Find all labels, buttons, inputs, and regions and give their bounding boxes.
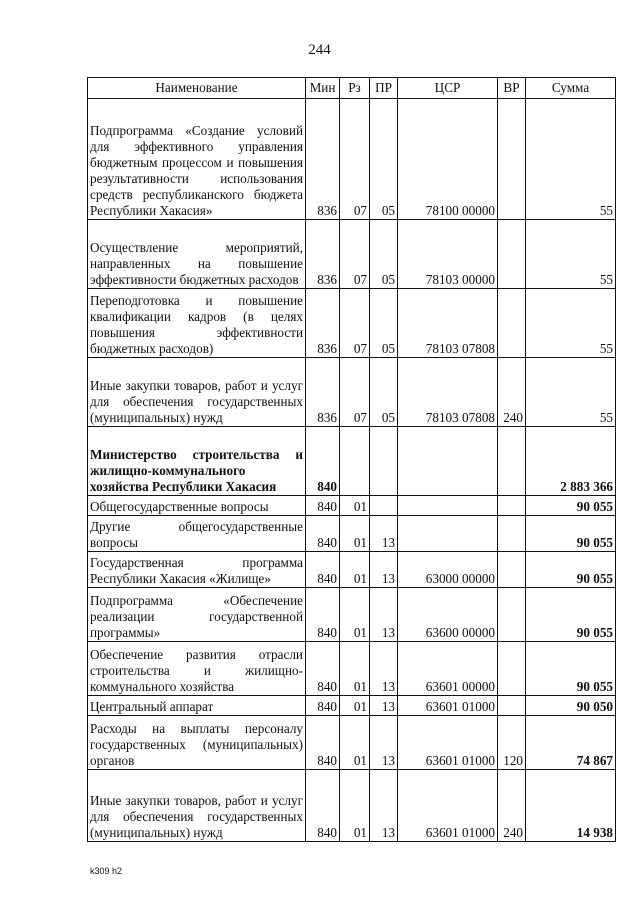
cell-vr — [498, 99, 526, 220]
cell-min: 836 — [306, 358, 340, 427]
cell-vr — [498, 427, 526, 496]
cell-min: 840 — [306, 516, 340, 552]
cell-csr: 63601 01000 — [398, 696, 498, 716]
cell-min: 836 — [306, 99, 340, 220]
table-row — [88, 552, 616, 588]
cell-csr: 63601 01000 — [398, 716, 498, 770]
cell-min: 840 — [306, 716, 340, 770]
cell-vr — [498, 552, 526, 588]
cell-name: Расходы на выплаты персоналу государственных (муниципальных) органов — [88, 716, 306, 770]
cell-pr: 13 — [370, 588, 398, 642]
cell-sum: 74 867 — [526, 716, 616, 770]
table-row — [88, 220, 616, 289]
cell-name: Государственная программа Республики Хакасия «Жилище» — [88, 552, 306, 588]
cell-name: Осуществление мероприятий, направленных на повышение эффективности бюджетных расходов — [88, 220, 306, 289]
page-number: 244 — [308, 42, 331, 58]
cell-sum: 90 055 — [526, 496, 616, 516]
cell-rz: 07 — [340, 220, 370, 289]
cell-rz: 07 — [340, 99, 370, 220]
table-row — [88, 427, 616, 496]
cell-pr: 05 — [370, 289, 398, 358]
cell-sum: 55 — [526, 358, 616, 427]
cell-name: Центральный аппарат — [88, 696, 306, 716]
cell-sum: 14 938 — [526, 770, 616, 842]
cell-rz: 07 — [340, 289, 370, 358]
header-name: Наименование — [88, 78, 306, 99]
cell-vr — [498, 696, 526, 716]
cell-vr — [498, 588, 526, 642]
cell-name: Министерство строительства и жилищно-коммунального хозяйства Республики Хакасия — [88, 427, 306, 496]
cell-min: 840 — [306, 770, 340, 842]
cell-rz: 01 — [340, 696, 370, 716]
cell-sum: 90 055 — [526, 552, 616, 588]
header-sum: Сумма — [526, 78, 616, 99]
cell-pr: 13 — [370, 696, 398, 716]
cell-vr: 240 — [498, 770, 526, 842]
cell-min: 836 — [306, 220, 340, 289]
cell-name: Другие общегосударственные вопросы — [88, 516, 306, 552]
cell-csr — [398, 516, 498, 552]
cell-sum: 90 055 — [526, 588, 616, 642]
cell-pr: 13 — [370, 642, 398, 696]
cell-min: 840 — [306, 642, 340, 696]
header-pr: ПР — [370, 78, 398, 99]
cell-name: Обеспечение развития отрасли строительства и жилищно-коммунального хозяйства — [88, 642, 306, 696]
cell-csr: 78100 00000 — [398, 99, 498, 220]
cell-sum: 90 050 — [526, 696, 616, 716]
header-csr: ЦСР — [398, 78, 498, 99]
table-row — [88, 99, 616, 220]
cell-pr: 05 — [370, 99, 398, 220]
cell-csr: 63601 00000 — [398, 642, 498, 696]
table-body — [88, 99, 616, 842]
cell-csr: 63600 00000 — [398, 588, 498, 642]
cell-pr: 05 — [370, 358, 398, 427]
header-min: Мин — [306, 78, 340, 99]
cell-pr — [370, 496, 398, 516]
cell-vr — [498, 496, 526, 516]
cell-name: Переподготовка и повышение квалификации кадров (в целях повышения эффективности бюджетных расходов) — [88, 289, 306, 358]
cell-name: Общегосударственные вопросы — [88, 496, 306, 516]
cell-csr: 78103 00000 — [398, 220, 498, 289]
cell-name: Подпрограмма «Создание условий для эффективного управления бюджетным процессом и повышения результативности использования средств республиканского бюджета Республики Хакасия» — [88, 99, 306, 220]
cell-min: 836 — [306, 289, 340, 358]
table-row — [88, 289, 616, 358]
cell-name: Иные закупки товаров, работ и услуг для обеспечения государственных (муниципальных) нужд — [88, 770, 306, 842]
cell-rz: 01 — [340, 496, 370, 516]
header-rz: Рз — [340, 78, 370, 99]
cell-vr — [498, 289, 526, 358]
header-vr: ВР — [498, 78, 526, 99]
cell-rz: 07 — [340, 358, 370, 427]
cell-pr: 13 — [370, 516, 398, 552]
table-row — [88, 496, 616, 516]
table-row — [88, 588, 616, 642]
table-row — [88, 642, 616, 696]
cell-sum: 90 055 — [526, 642, 616, 696]
cell-vr: 240 — [498, 358, 526, 427]
cell-vr — [498, 642, 526, 696]
table-row — [88, 358, 616, 427]
cell-pr — [370, 427, 398, 496]
cell-min: 840 — [306, 588, 340, 642]
cell-csr: 63601 01000 — [398, 770, 498, 842]
cell-min: 840 — [306, 427, 340, 496]
cell-csr — [398, 496, 498, 516]
cell-pr: 13 — [370, 552, 398, 588]
cell-vr — [498, 220, 526, 289]
footer-code: k309 h2 — [90, 866, 123, 876]
cell-min: 840 — [306, 552, 340, 588]
cell-sum: 55 — [526, 99, 616, 220]
cell-csr: 78103 07808 — [398, 358, 498, 427]
cell-rz: 01 — [340, 552, 370, 588]
cell-rz: 01 — [340, 642, 370, 696]
cell-pr: 13 — [370, 716, 398, 770]
table-row — [88, 770, 616, 842]
cell-sum: 55 — [526, 289, 616, 358]
cell-name: Иные закупки товаров, работ и услуг для обеспечения государственных (муниципальных) нужд — [88, 358, 306, 427]
cell-sum: 55 — [526, 220, 616, 289]
cell-pr: 13 — [370, 770, 398, 842]
cell-rz — [340, 427, 370, 496]
cell-sum: 2 883 366 — [526, 427, 616, 496]
cell-rz: 01 — [340, 770, 370, 842]
cell-rz: 01 — [340, 516, 370, 552]
cell-rz: 01 — [340, 588, 370, 642]
cell-name: Подпрограмма «Обеспечение реализации государственной программы» — [88, 588, 306, 642]
cell-min: 840 — [306, 696, 340, 716]
table-row — [88, 696, 616, 716]
cell-csr: 63000 00000 — [398, 552, 498, 588]
budget-table — [87, 77, 616, 842]
table-row — [88, 716, 616, 770]
table-header-row — [88, 78, 616, 99]
cell-min: 840 — [306, 496, 340, 516]
cell-vr: 120 — [498, 716, 526, 770]
cell-csr — [398, 427, 498, 496]
cell-vr — [498, 516, 526, 552]
cell-pr: 05 — [370, 220, 398, 289]
cell-csr: 78103 07808 — [398, 289, 498, 358]
table-row — [88, 516, 616, 552]
cell-sum: 90 055 — [526, 516, 616, 552]
cell-rz: 01 — [340, 716, 370, 770]
